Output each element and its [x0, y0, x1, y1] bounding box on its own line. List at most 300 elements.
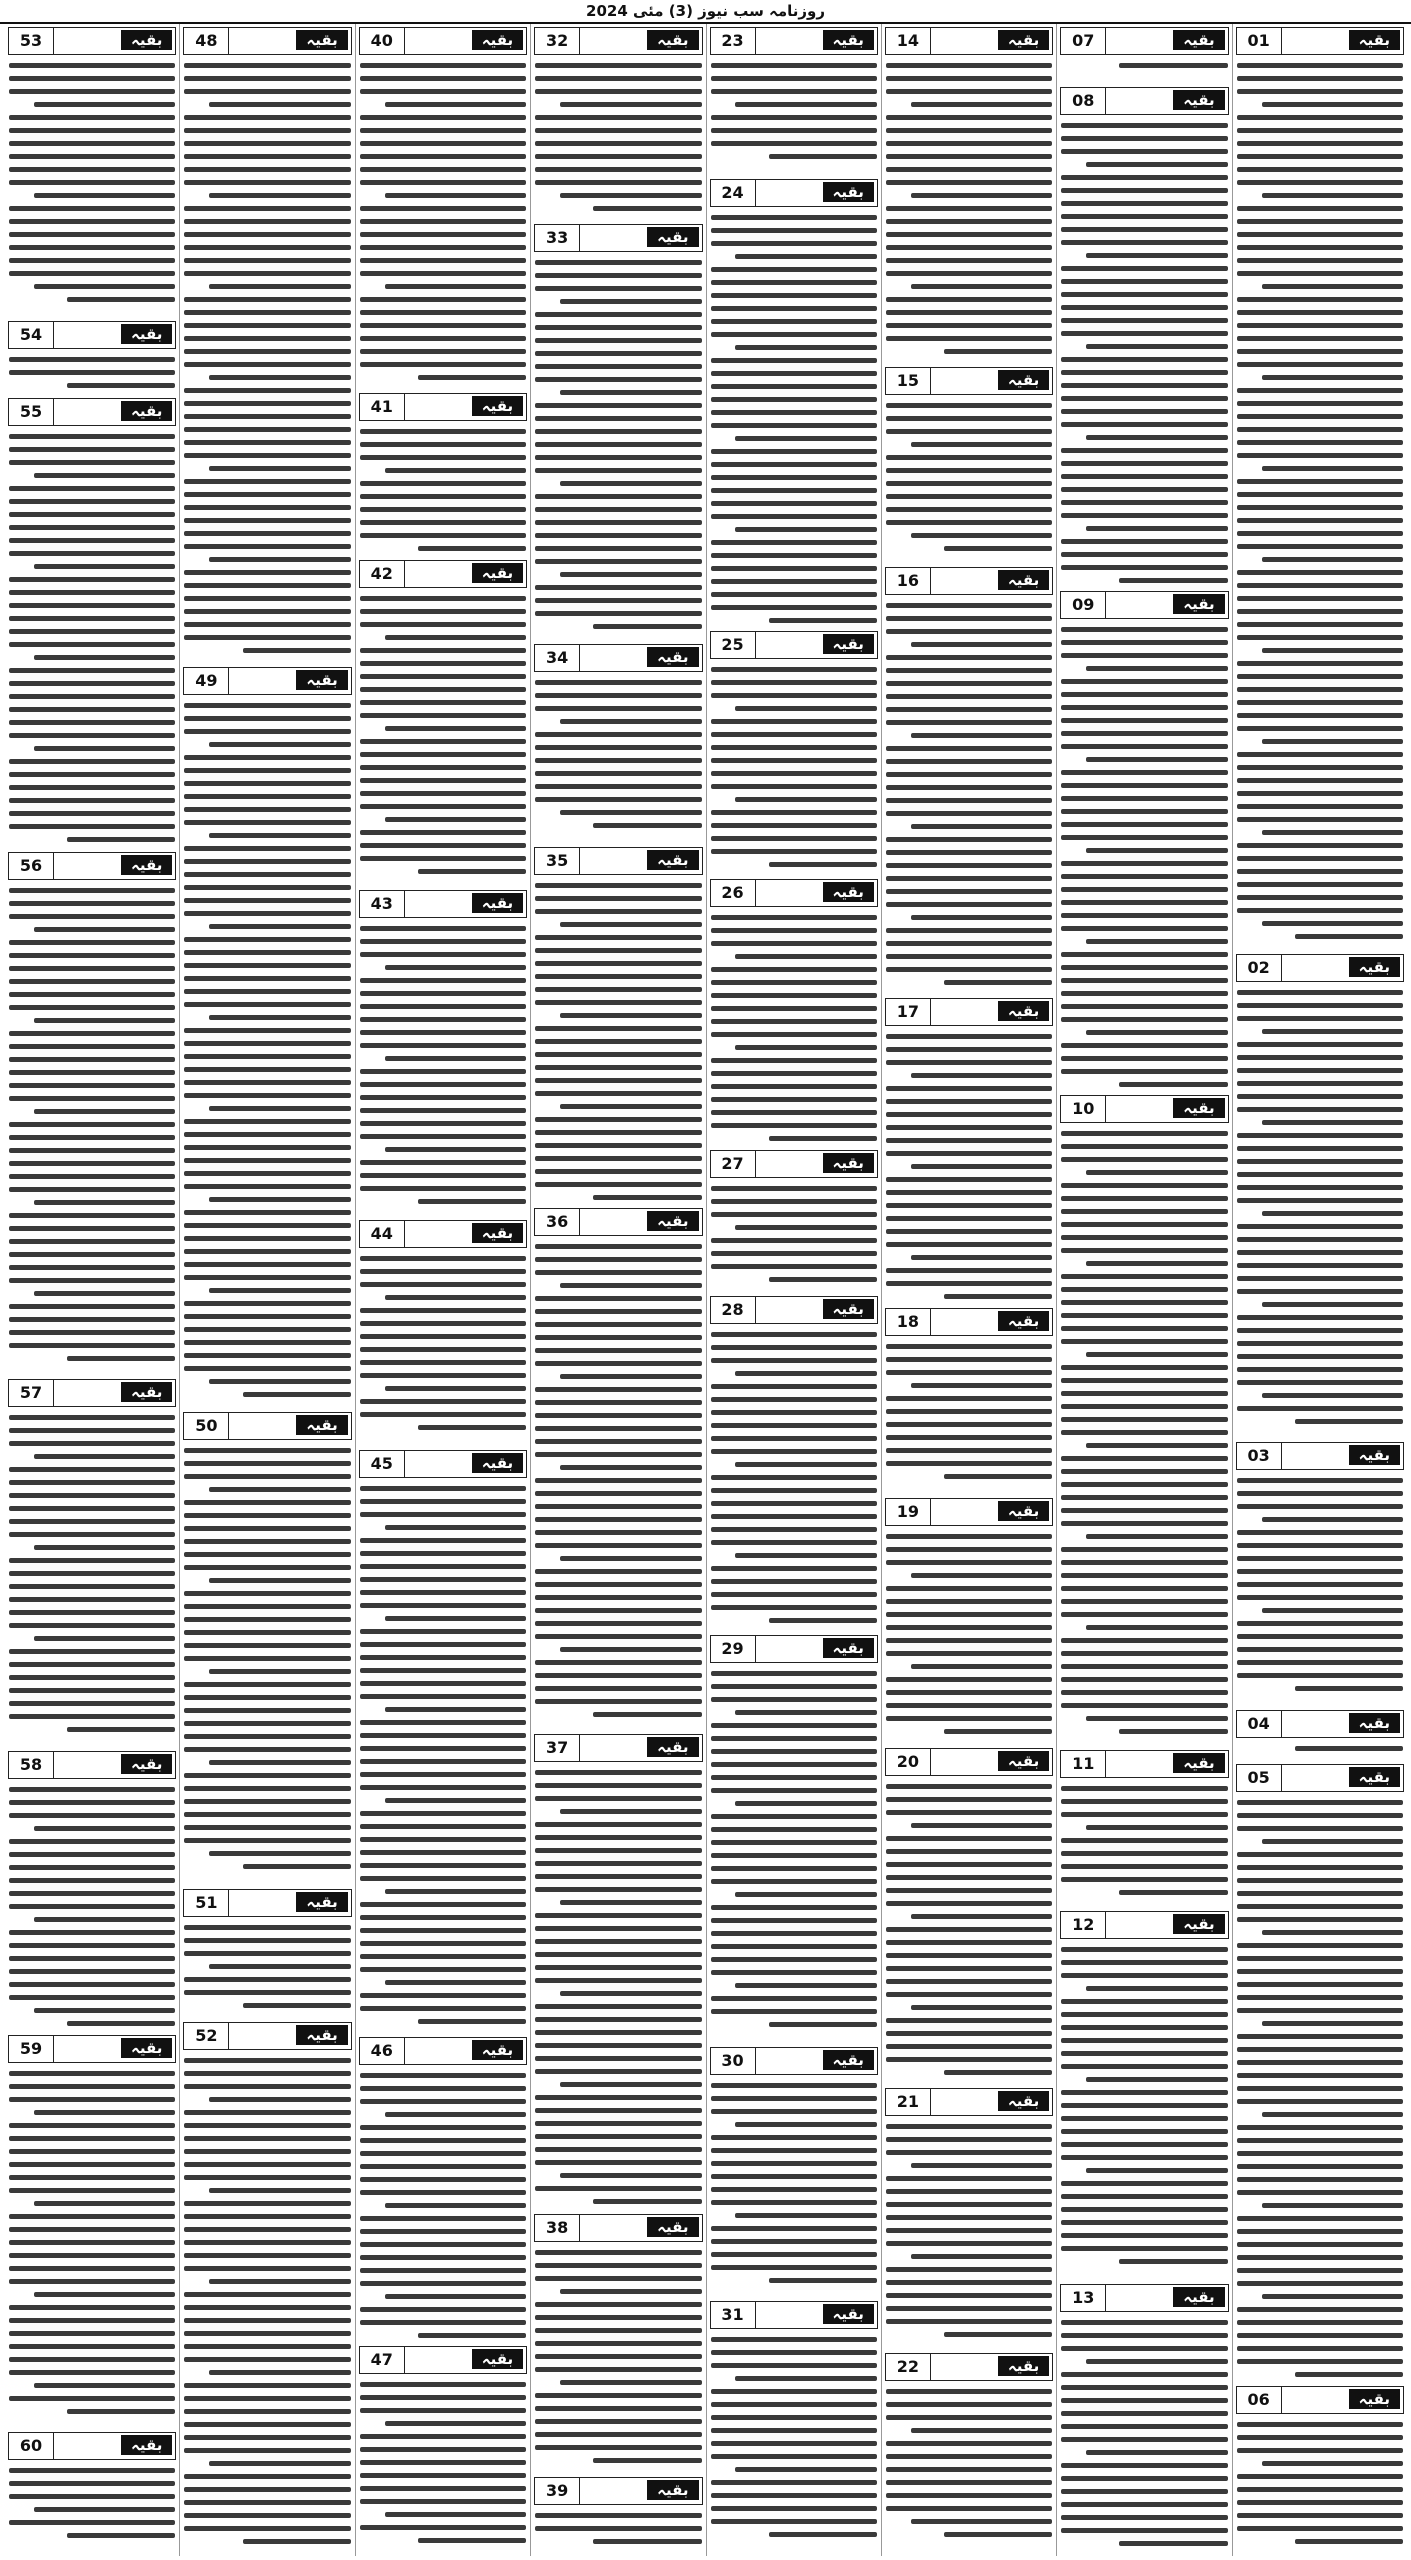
text-line — [1061, 1586, 1227, 1591]
text-line — [711, 1866, 877, 1871]
text-line — [1061, 474, 1227, 479]
text-line — [1237, 1016, 1403, 1021]
text-line — [711, 306, 877, 311]
text-line — [535, 2406, 701, 2411]
text-line — [711, 784, 877, 789]
continuation-block — [5, 849, 179, 1376]
text-line — [184, 729, 350, 734]
text-line — [535, 909, 701, 914]
text-line — [711, 2161, 877, 2166]
text-line — [9, 642, 175, 647]
text-line — [535, 2004, 701, 2009]
text-line — [535, 1169, 701, 1174]
continuation-header — [359, 890, 527, 918]
text-line — [1237, 2422, 1403, 2427]
text-line — [560, 1991, 701, 1996]
text-line — [1237, 2333, 1403, 2338]
body-text — [180, 1925, 354, 2008]
text-line — [184, 794, 350, 799]
body-text — [882, 1344, 1056, 1479]
text-line — [711, 514, 877, 519]
text-line — [418, 546, 526, 551]
continuation-block — [531, 1731, 705, 2211]
text-line — [1061, 2051, 1227, 2056]
text-line — [9, 720, 175, 725]
text-line — [1061, 305, 1227, 310]
text-line — [9, 1649, 175, 1654]
text-line — [535, 2250, 701, 2255]
text-line — [184, 297, 350, 302]
text-line — [360, 2125, 526, 2130]
body-text — [5, 1787, 179, 2026]
text-line — [535, 974, 701, 979]
continuation-block — [707, 2044, 881, 2298]
text-line — [886, 2293, 1052, 2298]
text-line — [886, 837, 1052, 842]
text-line — [67, 2533, 175, 2538]
text-line — [9, 1930, 175, 1935]
text-line — [9, 1161, 175, 1166]
continuation-block — [180, 2019, 354, 2554]
text-line — [886, 2480, 1052, 2485]
continuation-block — [356, 390, 530, 557]
continuation-number: 07 — [1061, 28, 1106, 54]
text-line — [184, 1461, 350, 1466]
continuation-block — [531, 221, 705, 641]
continuation-label: بقیہ — [1349, 1445, 1400, 1465]
text-line — [34, 1917, 175, 1922]
body-text — [1233, 2422, 1407, 2544]
body-text — [882, 1534, 1056, 1734]
text-line — [711, 719, 877, 724]
text-line — [535, 1000, 701, 1005]
text-line — [535, 680, 701, 685]
text-line — [711, 293, 877, 298]
text-line — [911, 2163, 1052, 2168]
text-line — [886, 455, 1052, 460]
text-line — [886, 772, 1052, 777]
text-line — [184, 219, 350, 224]
body-text — [531, 2250, 705, 2463]
continuation-number: 45 — [360, 1451, 405, 1477]
text-line — [711, 1762, 877, 1767]
text-line — [886, 336, 1052, 341]
text-line — [9, 1571, 175, 1576]
text-line — [184, 323, 350, 328]
text-line — [1061, 1703, 1227, 1708]
text-line — [1061, 796, 1227, 801]
text-line — [1086, 2168, 1227, 2173]
continuation-label: بقیہ — [823, 1299, 874, 1319]
text-line — [1237, 1380, 1403, 1385]
body-text — [1057, 1786, 1231, 1895]
text-line — [184, 1643, 350, 1648]
text-line — [9, 357, 175, 362]
continuation-block — [707, 24, 881, 176]
continuation-number: 43 — [360, 891, 405, 917]
text-line — [1237, 89, 1403, 94]
text-line — [360, 2408, 526, 2413]
continuation-label: بقیہ — [647, 2480, 698, 2500]
text-line — [1061, 318, 1227, 323]
text-line — [535, 948, 701, 953]
text-line — [886, 1784, 1052, 1789]
text-line — [184, 167, 350, 172]
text-line — [9, 668, 175, 673]
text-line — [9, 694, 175, 699]
text-line — [886, 468, 1052, 473]
column — [1056, 24, 1231, 2556]
text-line — [911, 2428, 1052, 2433]
text-line — [711, 2402, 877, 2407]
text-line — [9, 2162, 175, 2167]
text-line — [735, 1225, 876, 1230]
text-line — [886, 2150, 1052, 2155]
text-line — [1061, 1144, 1227, 1149]
text-line — [711, 2252, 877, 2257]
text-line — [385, 1616, 526, 1621]
text-line — [9, 1865, 175, 1870]
text-line — [184, 89, 350, 94]
text-line — [1119, 1890, 1227, 1895]
text-line — [360, 1642, 526, 1647]
text-line — [535, 1270, 701, 1275]
text-line — [886, 1979, 1052, 1984]
text-line — [1061, 718, 1227, 723]
text-line — [1262, 921, 1403, 926]
text-line — [9, 128, 175, 133]
text-line — [886, 219, 1052, 224]
continuation-number: 51 — [184, 1890, 229, 1916]
text-line — [360, 1694, 526, 1699]
text-line — [560, 922, 701, 927]
text-line — [1237, 882, 1403, 887]
text-line — [535, 1309, 701, 1314]
text-line — [1061, 1326, 1227, 1331]
text-line — [535, 1400, 701, 1405]
text-line — [184, 755, 350, 760]
text-line — [711, 2148, 877, 2153]
body-text — [5, 63, 179, 302]
continuation-label: بقیہ — [296, 1892, 347, 1912]
text-line — [1262, 830, 1403, 835]
continuation-number: 38 — [535, 2215, 580, 2241]
continuation-label: بقیہ — [1349, 1713, 1400, 1733]
text-line — [1061, 1547, 1227, 1552]
continuation-header — [1060, 87, 1228, 115]
body-text — [707, 915, 881, 1141]
text-line — [560, 1900, 701, 1905]
text-line — [9, 1956, 175, 1961]
continuation-number: 54 — [9, 322, 54, 348]
text-line — [184, 820, 350, 825]
text-line — [360, 1681, 526, 1686]
continuation-label: بقیہ — [296, 2025, 347, 2045]
continuation-block — [1057, 1092, 1231, 1747]
body-text — [707, 2083, 881, 2283]
text-line — [711, 1697, 877, 1702]
text-line — [535, 745, 701, 750]
continuation-number: 08 — [1061, 88, 1106, 114]
text-line — [1061, 913, 1227, 918]
text-line — [1061, 1799, 1227, 1804]
text-line — [886, 1992, 1052, 1997]
text-line — [711, 228, 877, 233]
text-line — [1086, 1534, 1227, 1539]
text-line — [360, 2281, 526, 2286]
text-line — [1061, 1521, 1227, 1526]
text-line — [360, 713, 526, 718]
text-line — [911, 102, 1052, 107]
text-line — [385, 1525, 526, 1530]
continuation-block — [1057, 1747, 1231, 1908]
text-line — [711, 2187, 877, 2192]
text-line — [34, 1291, 175, 1296]
text-line — [535, 1543, 701, 1548]
continuation-header — [710, 2301, 878, 2329]
continuation-block — [531, 641, 705, 844]
text-line — [9, 629, 175, 634]
text-line — [184, 1223, 350, 1228]
body-text — [356, 2382, 530, 2543]
continuation-block — [5, 2032, 179, 2429]
text-line — [184, 271, 350, 276]
text-line — [209, 833, 350, 838]
text-line — [360, 2190, 526, 2195]
text-line — [1061, 952, 1227, 957]
text-line — [1061, 1056, 1227, 1061]
text-line — [360, 1069, 526, 1074]
text-line — [535, 1686, 701, 1691]
text-line — [360, 978, 526, 983]
text-line — [9, 772, 175, 777]
text-line — [184, 2266, 350, 2271]
text-line — [184, 154, 350, 159]
text-line — [184, 1682, 350, 1687]
text-line — [1061, 2155, 1227, 2160]
text-line — [360, 507, 526, 512]
body-text — [707, 1332, 881, 1623]
text-line — [535, 154, 701, 159]
text-line — [184, 2396, 350, 2401]
continuation-header — [359, 27, 527, 55]
text-line — [735, 436, 876, 441]
text-line — [535, 1182, 701, 1187]
continuation-header — [1236, 1764, 1404, 1792]
body-text — [1057, 1947, 1231, 2264]
text-line — [1061, 731, 1227, 736]
text-line — [886, 889, 1052, 894]
text-line — [886, 1190, 1052, 1195]
text-line — [711, 115, 877, 120]
text-line — [711, 1058, 877, 1063]
continuation-number: 10 — [1061, 1096, 1106, 1122]
text-line — [9, 1096, 175, 1101]
text-line — [1061, 565, 1227, 570]
text-line — [184, 622, 350, 627]
text-line — [886, 76, 1052, 81]
text-line — [711, 2009, 877, 2014]
text-line — [593, 1712, 701, 1717]
body-text — [707, 667, 881, 867]
text-line — [535, 1361, 701, 1366]
text-line — [1237, 2474, 1403, 2479]
text-line — [886, 206, 1052, 211]
text-line — [360, 1121, 526, 1126]
text-line — [34, 2008, 175, 2013]
text-line — [711, 1905, 877, 1910]
continuation-label: بقیہ — [121, 1754, 172, 1774]
text-line — [535, 1699, 701, 1704]
text-line — [886, 1370, 1052, 1375]
text-line — [1237, 1647, 1403, 1652]
text-line — [711, 680, 877, 685]
text-line — [9, 1213, 175, 1218]
text-line — [184, 1119, 350, 1124]
continuation-header — [359, 2037, 527, 2065]
text-line — [9, 370, 175, 375]
text-line — [9, 486, 175, 491]
text-line — [34, 2292, 175, 2297]
text-line — [1061, 978, 1227, 983]
continuation-block — [707, 1293, 881, 1632]
text-line — [1262, 466, 1403, 471]
text-line — [360, 1785, 526, 1790]
text-line — [360, 520, 526, 525]
text-line — [360, 1017, 526, 1022]
text-line — [535, 2513, 701, 2518]
text-line — [735, 102, 876, 107]
text-line — [1061, 1677, 1227, 1682]
text-line — [9, 914, 175, 919]
text-line — [560, 1465, 701, 1470]
text-line — [360, 739, 526, 744]
text-line — [385, 2203, 526, 2208]
text-line — [535, 2354, 701, 2359]
text-line — [1262, 102, 1403, 107]
text-line — [360, 622, 526, 627]
text-line — [535, 1796, 701, 1801]
text-line — [711, 1332, 877, 1337]
text-line — [184, 846, 350, 851]
continuation-header — [710, 1296, 878, 1324]
text-line — [886, 1047, 1052, 1052]
text-line — [184, 1236, 350, 1241]
text-line — [886, 668, 1052, 673]
text-line — [711, 2083, 877, 2088]
text-line — [360, 648, 526, 653]
text-line — [184, 2292, 350, 2297]
text-line — [385, 1980, 526, 1985]
text-line — [184, 1145, 350, 1150]
text-line — [593, 2539, 701, 2544]
text-line — [360, 1512, 526, 1517]
text-line — [360, 1412, 526, 1417]
column — [1232, 24, 1407, 2556]
text-line — [9, 1330, 175, 1335]
continuation-header — [534, 224, 702, 252]
text-line — [1237, 765, 1403, 770]
text-line — [9, 1239, 175, 1244]
text-line — [735, 2213, 876, 2218]
text-line — [1237, 440, 1403, 445]
text-line — [535, 1530, 701, 1535]
text-line — [711, 2096, 877, 2101]
text-line — [360, 180, 526, 185]
text-line — [360, 1030, 526, 1035]
text-line — [535, 468, 701, 473]
continuation-block — [180, 24, 354, 664]
continuation-label: بقیہ — [1173, 90, 1224, 110]
text-line — [769, 1618, 877, 1623]
text-line — [886, 1422, 1052, 1427]
text-line — [184, 1990, 350, 1995]
continuation-header — [8, 321, 176, 349]
text-line — [184, 2149, 350, 2154]
text-line — [385, 284, 526, 289]
text-line — [735, 2376, 876, 2381]
text-line — [9, 525, 175, 530]
text-line — [1237, 492, 1403, 497]
body-text — [5, 2071, 179, 2414]
text-line — [1061, 1864, 1227, 1869]
text-line — [535, 325, 701, 330]
text-line — [886, 798, 1052, 803]
continuation-block — [707, 876, 881, 1147]
continuation-block — [1233, 951, 1407, 1439]
text-line — [184, 911, 350, 916]
text-line — [1237, 1003, 1403, 1008]
text-line — [209, 1578, 350, 1583]
text-line — [360, 1373, 526, 1378]
text-line — [711, 423, 877, 428]
text-line — [886, 2044, 1052, 2049]
text-line — [1237, 518, 1403, 523]
text-line — [711, 1423, 877, 1428]
text-line — [769, 618, 877, 623]
text-line — [535, 883, 701, 888]
continuation-number: 41 — [360, 394, 405, 420]
body-text — [1057, 63, 1231, 68]
continuation-block — [356, 1447, 530, 2034]
text-line — [9, 460, 175, 465]
text-line — [360, 2473, 526, 2478]
text-line — [1237, 1530, 1403, 1535]
text-line — [886, 154, 1052, 159]
continuation-number: 58 — [9, 1752, 54, 1778]
text-line — [9, 1904, 175, 1909]
text-line — [34, 927, 175, 932]
text-line — [1061, 1560, 1227, 1565]
text-line — [418, 2538, 526, 2543]
text-line — [9, 512, 175, 517]
text-line — [184, 2253, 350, 2258]
continuation-label: بقیہ — [472, 2040, 523, 2060]
text-line — [360, 830, 526, 835]
text-line — [535, 1673, 701, 1678]
text-line — [360, 1993, 526, 1998]
text-line — [886, 2215, 1052, 2220]
text-line — [535, 935, 701, 940]
continuation-label: بقیہ — [998, 30, 1049, 50]
continuation-block — [5, 318, 179, 395]
text-line — [711, 1579, 877, 1584]
text-line — [1237, 1172, 1403, 1177]
continuation-header — [1060, 1095, 1228, 1123]
text-line — [9, 2344, 175, 2349]
text-line — [886, 2389, 1052, 2394]
text-line — [535, 1978, 701, 1983]
